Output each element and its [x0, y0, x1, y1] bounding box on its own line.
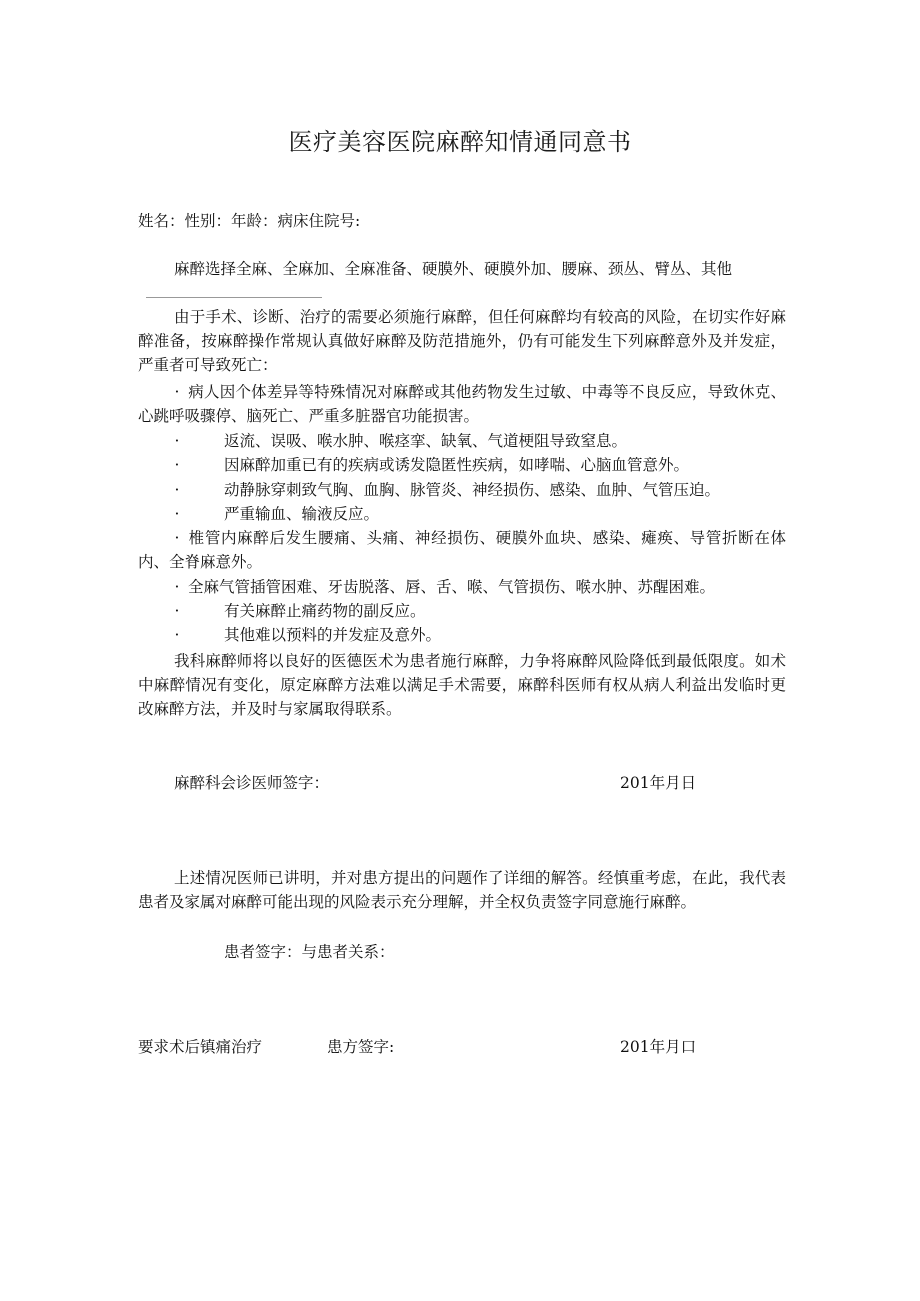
risk-item-text: 因麻醉加重已有的疾病或诱发隐匿性疾病，如哮喘、心脑血管意外。	[224, 456, 690, 474]
bullet-marker: ·	[174, 383, 180, 401]
risk-item-text: 有关麻醉止痛药物的副反应。	[224, 602, 426, 620]
patient-signature-label: 患者签字：与患者关系：	[224, 943, 395, 961]
bullet-marker: ·	[174, 481, 180, 499]
patient-info-line: 姓名：性别：年龄：病床住院号:	[138, 212, 361, 230]
intro-paragraph: 由于手术、诊断、治疗的需要必须施行麻醉，但任何麻醉均有较高的风险，在切实作好麻醉准备，按麻醉操作常规认真做好麻醉及防范措施外，仍有可能发生下列麻醉意外及并发症，严重者可导致死亡：	[138, 308, 786, 374]
doctor-signature-label: 麻醉科会诊医师签字：	[174, 774, 330, 792]
fill-in-underline	[146, 297, 322, 298]
doctor-statement-paragraph: 我科麻醉师将以良好的医德医术为患者施行麻醉，力争将麻醉风险降低到最低限度。如术中麻醉情况有变化，原定麻醉方法难以满足手术需要，麻醉科医师有权从病人利益出发临时更改麻醉方法，并及时与家属取得联系。	[138, 652, 786, 718]
document-title: 医疗美容医院麻醉知情通同意书	[288, 128, 632, 156]
bullet-marker: ·	[174, 578, 180, 596]
risk-item-8	[166, 599, 426, 623]
risk-item-text: 全麻气管插管困难、牙齿脱落、唇、舌、喉、气管损伤、喉水肿、苏醒困难。	[188, 578, 716, 596]
risk-item-text: 其他难以预料的并发症及意外。	[224, 626, 442, 644]
family-signature-label: 患方签字:	[327, 1038, 395, 1056]
bullet-marker: ·	[174, 505, 180, 523]
risk-item-text: 动静脉穿刺致气胸、血胸、脉管炎、神经损伤、感染、血肿、气管压迫。	[224, 481, 721, 499]
risk-item-text: 椎管内麻醉后发生腰痛、头痛、神经损伤、硬膜外血块、感染、瘫痪、导管折断在体内、全脊麻意外。	[138, 529, 786, 571]
risk-item-9	[166, 623, 441, 647]
bullet-marker: ·	[174, 456, 180, 474]
bullet-marker: ·	[174, 529, 180, 547]
risk-item-7	[166, 575, 715, 599]
doctor-signature-date: 201年月日	[620, 774, 697, 792]
consent-statement-paragraph: 上述情况医师已讲明，并对患方提出的问题作了详细的解答。经慎重考虑，在此，我代表患者及家属对麻醉可能出现的风险表示充分理解，并全权负责签字同意施行麻醉。	[138, 869, 786, 911]
bullet-marker: ·	[174, 602, 180, 620]
family-signature-date: 201年月口	[620, 1038, 697, 1056]
anesthesia-choice-line: 麻醉选择全麻、全麻加、全麻准备、硬膜外、硬膜外加、腰麻、颈丛、臂丛、其他	[174, 260, 733, 278]
risk-item-text: 返流、误吸、喉水肿、喉痉挛、缺氧、气道梗阻导致窒息。	[224, 432, 628, 450]
risk-item-2	[166, 429, 627, 453]
risk-item-6	[138, 526, 786, 574]
risk-item-4	[166, 478, 720, 502]
bullet-marker: ·	[174, 626, 180, 644]
risk-item-3	[166, 453, 689, 477]
bullet-marker: ·	[174, 432, 180, 450]
risk-item-text: 病人因个体差异等特殊情况对麻醉或其他药物发生过敏、中毒等不良反应，导致休克、心跳呼吸骤停、脑死亡、严重多脏器官功能损害。	[138, 383, 786, 425]
risk-item-5	[166, 502, 379, 526]
risk-item-1	[138, 380, 786, 428]
risk-item-text: 严重输血、输液反应。	[224, 505, 380, 523]
postop-analgesia-label: 要求术后镇痛治疗	[138, 1038, 263, 1056]
